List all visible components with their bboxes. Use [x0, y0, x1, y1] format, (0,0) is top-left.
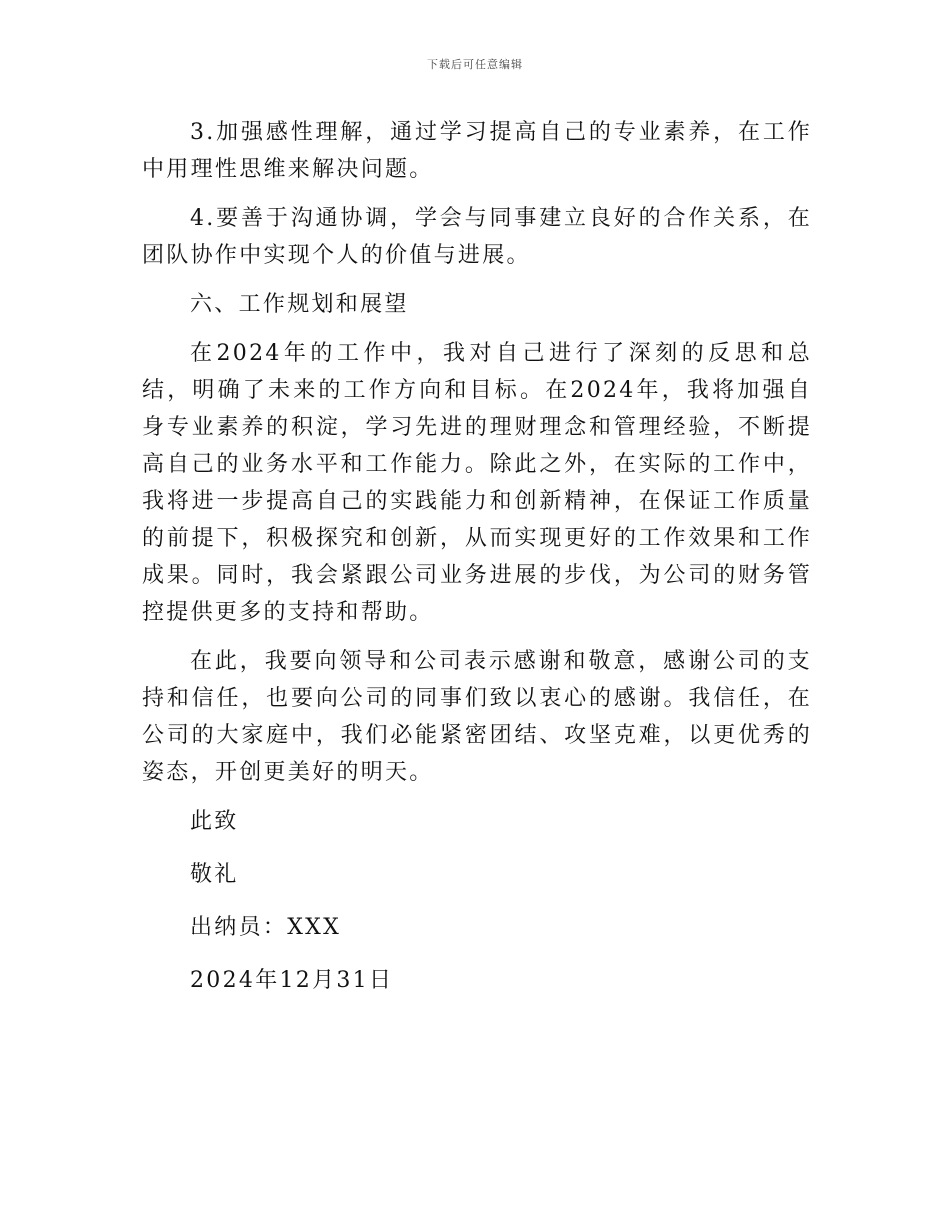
signer-name: 出纳员：XXX	[190, 915, 342, 940]
section-heading: 六、工作规划和展望	[190, 292, 409, 317]
letter-date: 2024年12月31日	[190, 968, 394, 993]
paragraph-thanks: 在此，我要向领导和公司表示感谢和敬意，感谢公司的支持和信任，也要向公司的同事们致以衷心的感谢。我信任，在公司的大家庭中，我们必能紧密团结、攻坚克难，以更优秀的姿态，开创更美好的明天。	[142, 649, 812, 785]
paragraph-work-plan: 在2024年的工作中，我对自己进行了深刻的反思和总结，明确了未来的工作方向和目标。在2024年，我将加强自身专业素养的积淀，学习先进的理财理念和管理经验，不断提高自己的业务水平和工作能力。除此之外，在实际的工作中，我将进一步提高自己的实践能力和创新精神，在保证工作质量的前提下，积极探究和创新，从而实现更好的工作效果和工作成果。同时，我会紧跟公司业务进展的步伐，为公司的财务管控提供更多的支持和帮助。	[142, 341, 812, 625]
closing-regards: 敬礼	[190, 862, 239, 887]
page-header-note: 下载后可任意编辑	[427, 58, 523, 71]
paragraph-item-4: 4.要善于沟通协调，学会与同事建立良好的合作关系，在团队协作中实现个人的价值与进展。	[142, 206, 812, 268]
paragraph-item-3: 3.加强感性理解，通过学习提高自己的专业素养，在工作中用理性思维来解决问题。	[142, 120, 812, 182]
closing-salutation: 此致	[190, 809, 239, 834]
document-body	[142, 114, 812, 1015]
